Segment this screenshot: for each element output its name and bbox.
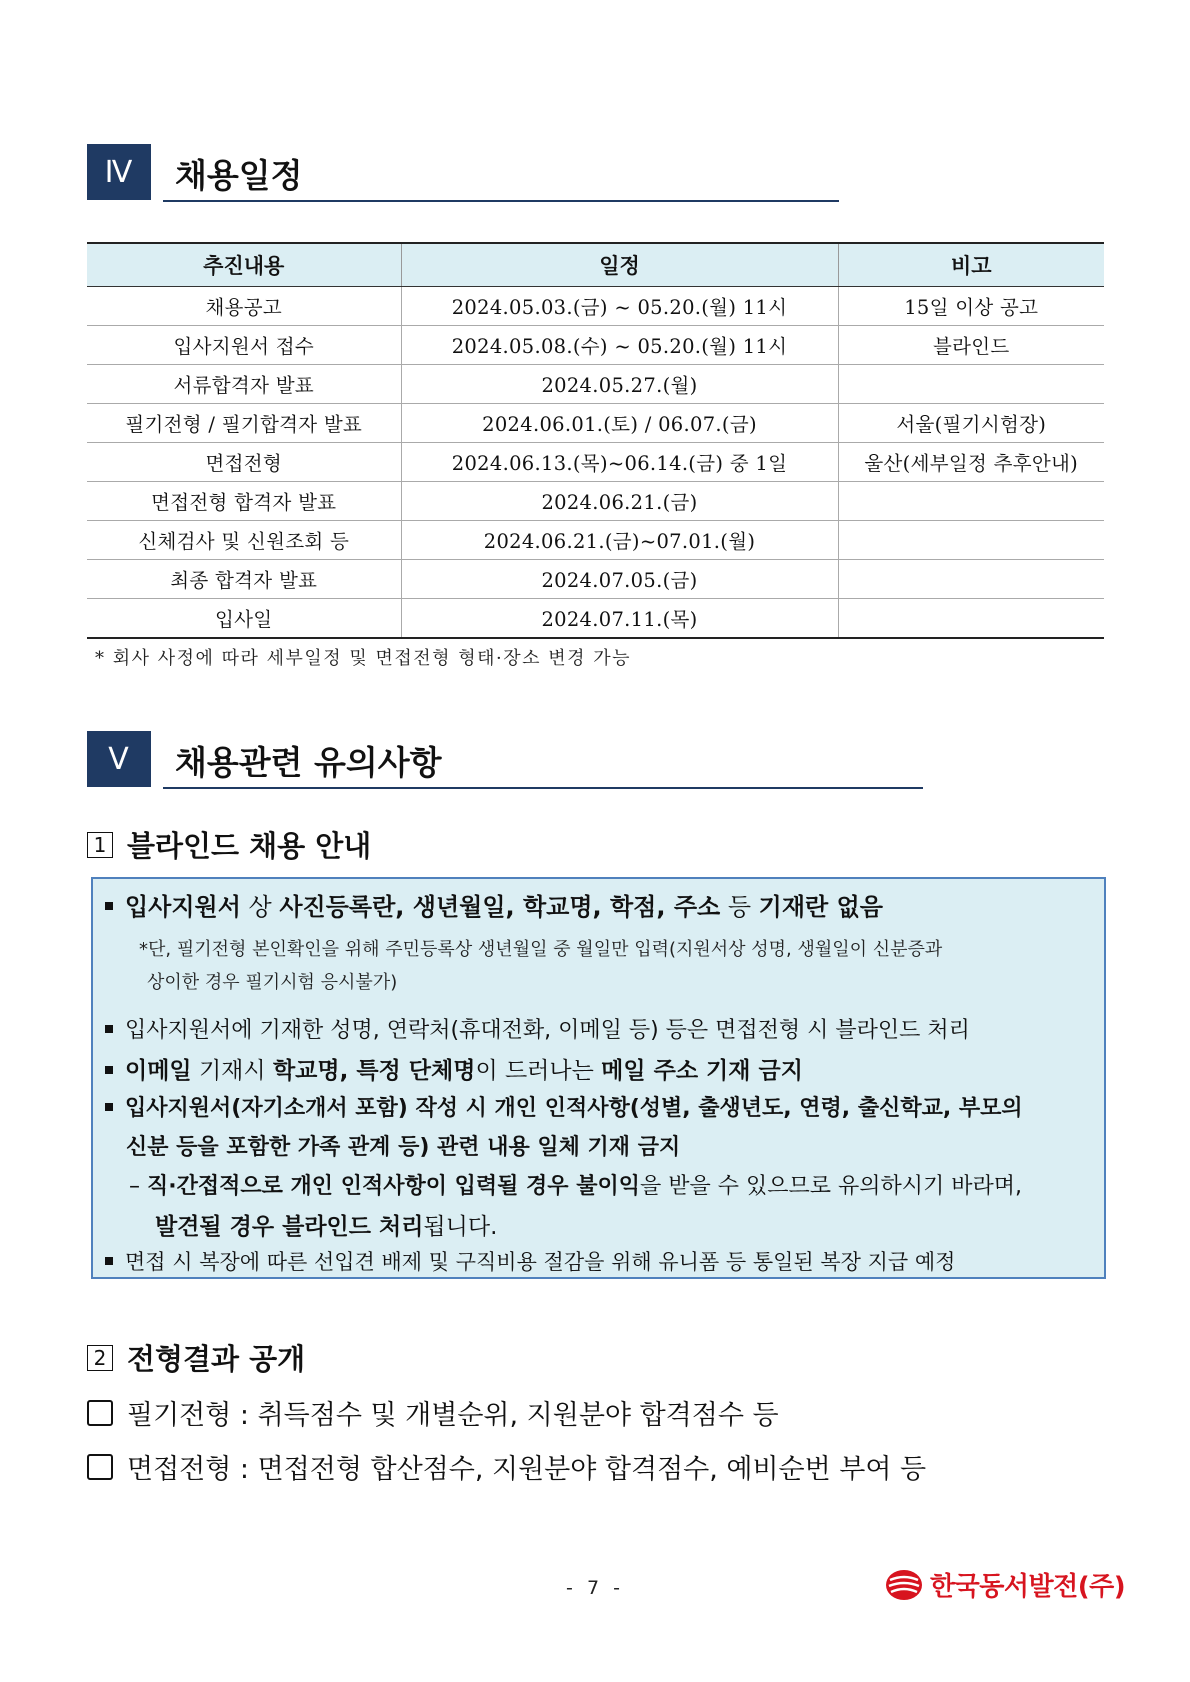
info-line: 입사지원서 상 사진등록란, 생년월일, 학교명, 학점, 주소 등 기재란 없음 <box>105 887 883 922</box>
table-row <box>87 443 1104 482</box>
table-cell: 2024.05.08.(수) ~ 05.20.(월) 11시 <box>401 326 838 365</box>
table-row <box>87 287 1104 326</box>
checkbox-square-icon <box>87 1454 113 1480</box>
table-cell: 2024.07.05.(금) <box>401 560 838 599</box>
table-cell: 블라인드 <box>838 326 1104 365</box>
table-cell: 서울(필기시험장) <box>838 404 1104 443</box>
section-title: 채용일정 <box>175 156 303 195</box>
info-line: 면접 시 복장에 따른 선입견 배제 및 구직비용 절감을 위해 유니폼 등 통일된 복장 지급 예정 <box>105 1246 955 1276</box>
table-row <box>87 521 1104 560</box>
subsection-number-box: 2 <box>87 1345 113 1371</box>
info-line: 이메일 기재시 학교명, 특정 단체명이 드러나는 메일 주소 기재 금지 <box>105 1052 803 1085</box>
table-row <box>87 482 1104 521</box>
subsection-number-box: 1 <box>87 832 113 858</box>
info-subitem-continued: 발견될 경우 블라인드 처리됩니다. <box>155 1214 498 1240</box>
table-cell: 서류합격자 발표 <box>87 365 401 404</box>
table-cell <box>838 599 1104 639</box>
table-cell: 2024.06.01.(토) / 06.07.(금) <box>401 404 838 443</box>
bullet-icon <box>105 1066 113 1074</box>
table-cell: 면접전형 <box>87 443 401 482</box>
info-subitem: – 직·간접적으로 개인 인적사항이 입력될 경우 불이익을 받을 수 있으므로 유의하시기 바라며, <box>129 1174 1022 1199</box>
table-row <box>87 365 1104 404</box>
table-cell: 입사지원서 접수 <box>87 326 401 365</box>
bullet-icon <box>105 902 113 910</box>
subsection-title: 전형결과 공개 <box>127 1342 306 1376</box>
company-logo-text: 한국동서발전(주) <box>930 1572 1126 1602</box>
section-underline <box>163 787 923 789</box>
table-cell: 울산(세부일정 추후안내) <box>838 443 1104 482</box>
company-logo-mark-icon <box>884 1568 924 1602</box>
table-cell: 면접전형 합격자 발표 <box>87 482 401 521</box>
checkbox-square-icon <box>87 1400 113 1426</box>
section-number: Ⅳ <box>87 144 151 200</box>
column-header: 비고 <box>838 243 1104 287</box>
table-cell: 2024.07.11.(목) <box>401 599 838 639</box>
table-row <box>87 560 1104 599</box>
section-underline <box>163 200 839 202</box>
result-item: 필기전형 : 취득점수 및 개별순위, 지원분야 합격점수 등 <box>87 1393 779 1432</box>
column-header: 일정 <box>401 243 838 287</box>
table-row <box>87 404 1104 443</box>
subsection-title: 블라인드 채용 안내 <box>127 829 372 863</box>
table-cell: 필기전형 / 필기합격자 발표 <box>87 404 401 443</box>
bullet-icon <box>105 1257 113 1265</box>
blind-hiring-info-box <box>91 877 1106 1279</box>
company-logo <box>884 1566 1125 1603</box>
result-item: 면접전형 : 면접전형 합산점수, 지원분야 합격점수, 예비순번 부여 등 <box>87 1447 926 1486</box>
info-subnote: *단, 필기전형 본인확인을 위해 주민등록상 생년월일 중 월일만 입력(지원서상 성명, 생월일이 신분증과 <box>139 939 943 960</box>
schedule-note: * 회사 사정에 따라 세부일정 및 면접전형 형태·장소 변경 가능 <box>95 648 632 669</box>
subsection-2-heading <box>87 1337 305 1378</box>
table-cell <box>838 560 1104 599</box>
table-cell: 입사일 <box>87 599 401 639</box>
table-cell: 2024.06.21.(금) <box>401 482 838 521</box>
info-subnote: 상이한 경우 필기시험 응시불가) <box>147 972 398 993</box>
subsection-1-heading <box>87 824 371 865</box>
table-cell: 15일 이상 공고 <box>838 287 1104 326</box>
table-cell: 2024.06.21.(금)~07.01.(월) <box>401 521 838 560</box>
page-number: - 7 - <box>566 1577 624 1599</box>
table-cell <box>838 365 1104 404</box>
info-line-continued: 신분 등을 포함한 가족 관계 등) 관련 내용 일체 기재 금지 <box>126 1135 681 1160</box>
table-cell <box>838 482 1104 521</box>
table-cell: 최종 합격자 발표 <box>87 560 401 599</box>
column-header: 추진내용 <box>87 243 401 287</box>
schedule-table <box>87 242 1104 639</box>
bullet-icon <box>105 1025 113 1033</box>
table-cell: 2024.06.13.(목)~06.14.(금) 중 1일 <box>401 443 838 482</box>
table-cell: 2024.05.27.(월) <box>401 365 838 404</box>
section-number: Ⅴ <box>87 731 151 787</box>
info-line: 입사지원서(자기소개서 포함) 작성 시 개인 인적사항(성별, 출생년도, 연령, 출신학교, 부모의 <box>105 1091 1023 1122</box>
table-row <box>87 599 1104 639</box>
table-row <box>87 326 1104 365</box>
table-cell: 채용공고 <box>87 287 401 326</box>
table-cell: 2024.05.03.(금) ~ 05.20.(월) 11시 <box>401 287 838 326</box>
section-title: 채용관련 유의사항 <box>175 743 442 782</box>
table-cell: 신체검사 및 신원조회 등 <box>87 521 401 560</box>
table-cell <box>838 521 1104 560</box>
info-line: 입사지원서에 기재한 성명, 연락처(휴대전화, 이메일 등) 등은 면접전형 시 블라인드 처리 <box>105 1013 970 1044</box>
table-header-row <box>87 243 1104 287</box>
bullet-icon <box>105 1103 113 1111</box>
